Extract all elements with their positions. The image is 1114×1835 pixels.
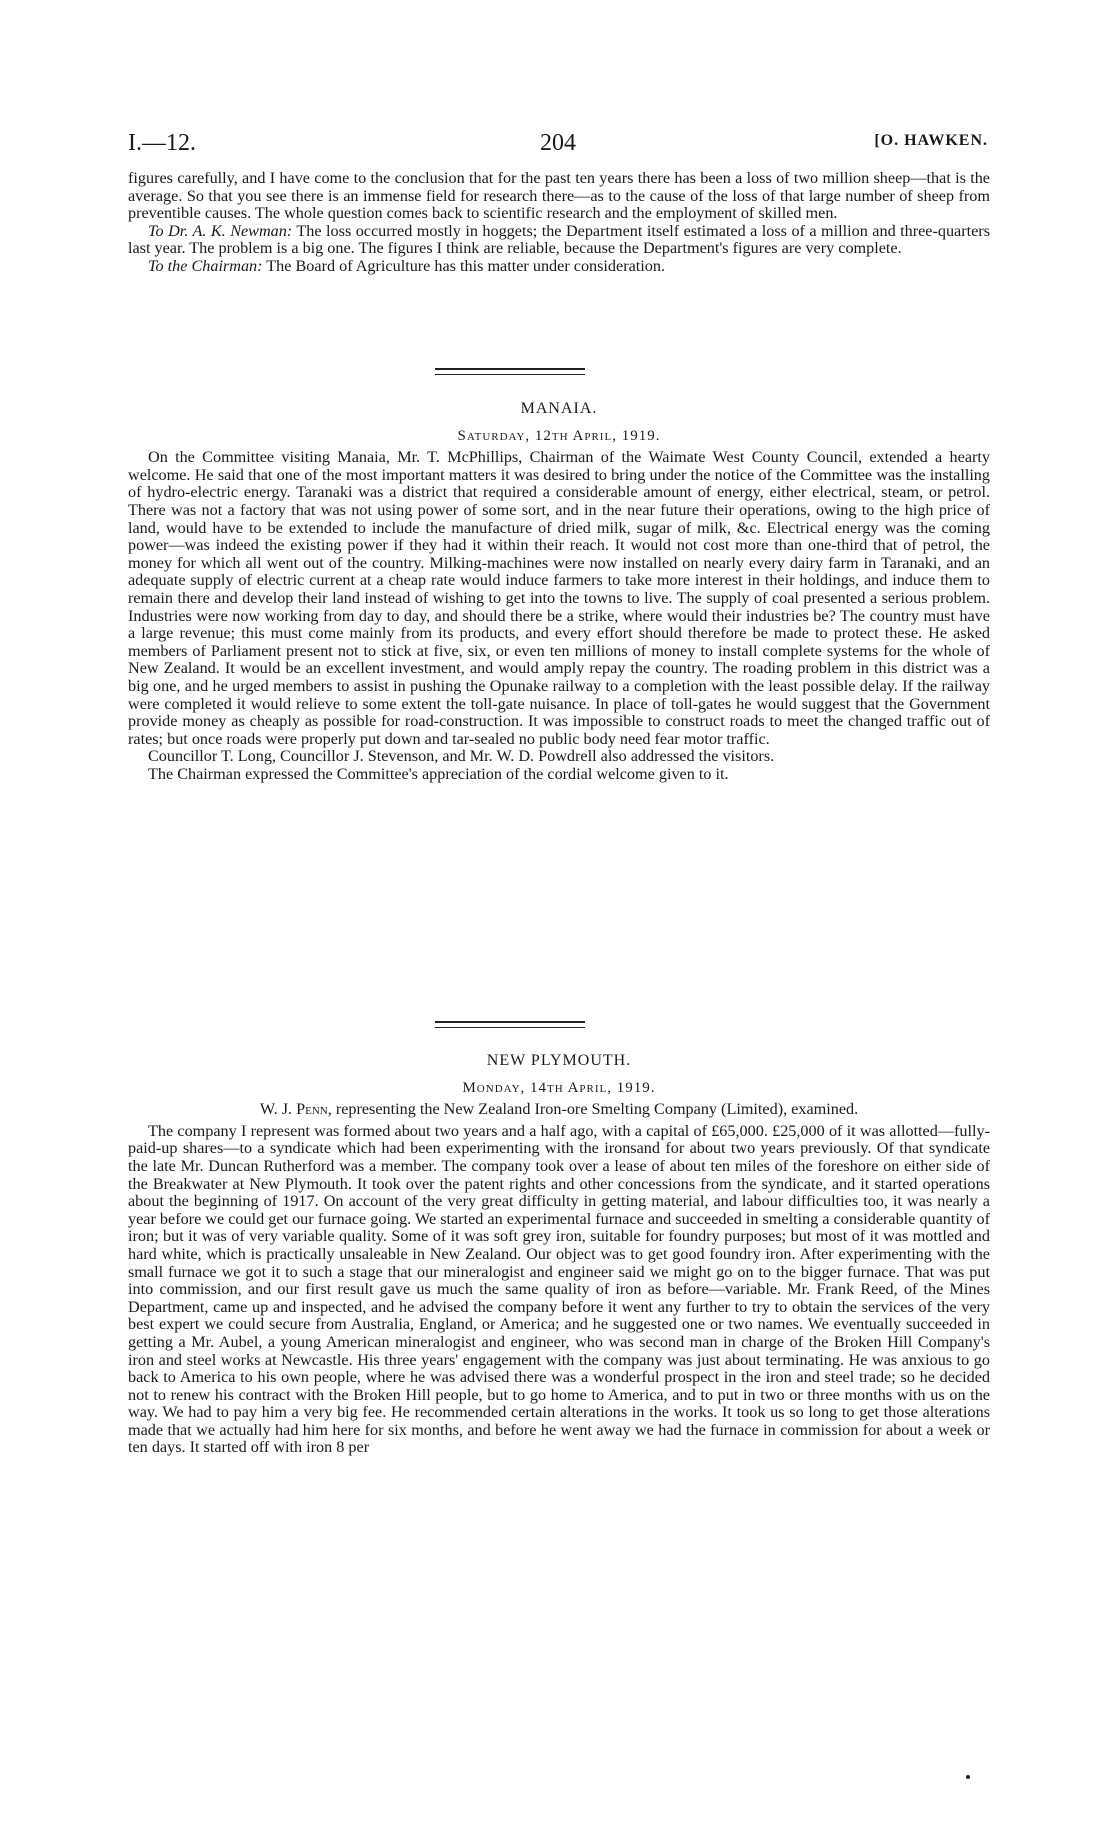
newman-lead: To Dr. A. K. Newman: [148,221,293,240]
manaia-councillors: Councillor T. Long, Councillor J. Stevenson, and Mr. W. D. Powdrell also addressed the visitors. [148,747,775,766]
continued-paragraph: figures carefully, and I have come to the conclusion that for the past ten years there has been a loss of two million sheep—that is the average. So that you see there is an immense field for research there—as to the cause of the loss of that large number of sheep from preventible causes. The whole question comes back to scientific research and the employment of skilled men. [128,169,990,223]
new-plymouth-date: Monday, 14th April, 1919. [462,1079,656,1096]
page-number: 204 [540,130,576,156]
newman-text: The loss occurred mostly in hoggets; the Department itself estimated a loss of a million and three-quarters last year. The problem is a big one. The figures I think are reliable, because the Department's figures are very complete. [128,221,990,258]
paper-reference: I.—12. [128,130,196,156]
section-divider [435,368,585,375]
new-plymouth-section [128,1052,990,1457]
manaia-heading: MANAIA. [520,400,598,417]
witness-name-header: [O. HAWKEN. [874,132,988,149]
chairman-text: The Board of Agriculture has this matter under consideration. [262,256,666,275]
manaia-section [128,400,990,783]
witness-line [128,1101,990,1119]
running-head [128,130,988,158]
opening-section [128,170,990,276]
section-divider [435,1021,585,1028]
penn-statement: The company I represent was formed about two years and a half ago, with a capital of £65,000. £25,000 of it was allotted—fully-paid-up shares—to a syndicate which had been experimenting with the ironsand for about two years previously. Of that syndicate the late Mr. Duncan Rutherford was a member. The company took over a lease of about ten miles of the foreshore on either side of the Breakwater at New Plymouth. It took over the patent rights and other concessions from the syndicate, and it started operations about the beginning of 1917. On account of the very great difficulty in getting material, and labour difficulties too, it was nearly a year before we could get our furnace going. We started an experimental furnace and succeeded in smelting a considerable quantity of iron; but it was of very variable quality. Some of it was soft grey iron, suitable for foundry purposes; but most of it was mottled and hard white, which is practically unsaleable in New Zealand. Our object was to get good foundry iron. After experimenting with the small furnace we got it to such a stage that our mineralogist and engineer said we might go on to the bigger furnace. That was put into commission, and our first result gave us much the same quality of iron as before—variable. Mr. Frank Reed, of the Mines Department, came up and inspected, and he advised the company before it went any further to try to obtain the services of the very best expert we could secure from Australia, England, or America; and he suggested one or two names. We eventually succeeded in getting a Mr. Aubel, a young American mineralogist and engineer, who was second man in charge of the Broken Hill Company's iron and steel works at Newcastle. His three years' engagement with the company was just about terminating. He was anxious to go back to America to his own people, where he was advised there was a wonderful prospect in the iron and steel trade; so he decided not to renew his contract with the Broken Hill people, but to go home to America, and to put in two or three months with us on the way. We had to pay him a very big fee. He recommended certain alterations in the works. It took us so long to get those alterations made that we actually had him here for six months, and before he went away we had the furnace in commission for about a week or ten days. It started off with iron 8 per [128,1121,990,1457]
chairman-answer [128,258,990,276]
page-mark [966,1775,970,1779]
newman-answer [128,223,990,258]
manaia-date: Saturday, 12th April, 1919. [457,427,661,444]
chairman-lead: To the Chairman: [148,256,263,275]
new-plymouth-heading: NEW PLYMOUTH. [486,1052,632,1069]
manaia-paragraph: On the Committee visiting Manaia, Mr. T. McPhillips, Chairman of the Waimate West County Council, extended a hearty welcome. He said that one of the most important matters it was desired to bring under the notice of the Committee was the installing of hydro-electric energy. Taranaki was a district that required a considerable amount of energy, either electrical, steam, or petrol. There was not a factory that was not using power of some sort, and in the near future their operations, owing to the high price of land, would have to be extended to include the manufacture of dried milk, sugar of milk, &c. Electrical energy was the coming power—was indeed the existing power if they had it within their reach. It would not cost more than one-third that of petrol, the money for which all went out of the country. Milking-machines were now installed on nearly every dairy farm in Taranaki, and an adequate supply of electric current at a cheap rate would induce farmers to take more interest in their holdings, and induce them to remain there and develop their land instead of wishing to get into the towns to live. The supply of coal presented a serious problem. Industries were now working from day to day, and should there be a strike, where would their industries be? The country must have a large revenue; this must come mainly from its products, and every effort should therefore be made to protect these. He asked members of Parliament present not to stick at five, six, or even ten millions of money to install complete systems for the whole of New Zealand. It would be an excellent investment, and would amply repay the country. The roading problem in this district was a big one, and he urged members to assist in pushing the Opunake railway to a completion with the least possible delay. If the railway were completed it would relieve to some extent the toll-gate nuisance. In place of toll-gates he would suggest that the Government provide money as cheaply as possible for road-construction. It was impossible to construct roads to meet the changed traffic out of rates; but once roads were properly put down and tar-sealed no public body need fear motor traffic. [128,448,990,748]
witness-description: , representing the New Zealand Iron-ore Smelting Company (Limited), examined. [327,1100,859,1119]
manaia-chairman: The Chairman expressed the Committee's appreciation of the cordial welcome given to it. [148,764,729,783]
witness-name: W. J. Penn [259,1100,328,1119]
